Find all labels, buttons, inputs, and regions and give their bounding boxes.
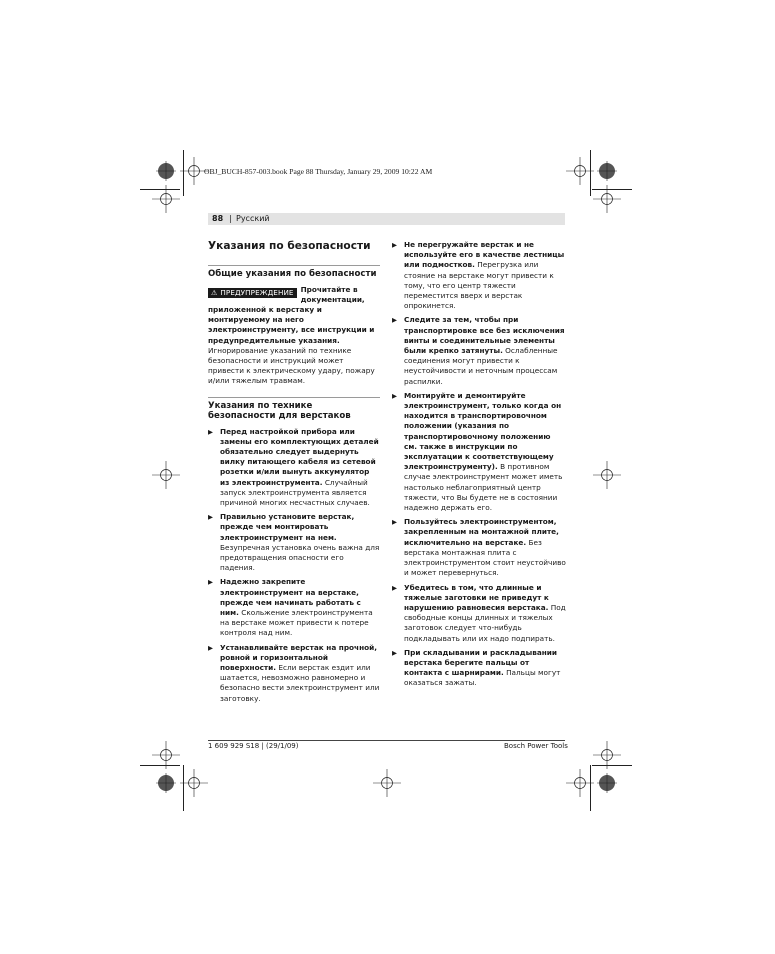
right-column: [392, 240, 566, 693]
bullet-arrow-icon: ▶: [392, 391, 397, 400]
trim-line: [183, 150, 184, 196]
bullet-arrow-icon: ▶: [208, 427, 213, 436]
safety-item-explanation: Случайный запуск электроинструмента является причиной многих несчастных случаев.: [220, 477, 370, 507]
registration-dot-icon: [151, 768, 181, 798]
bullet-arrow-icon: ▶: [392, 316, 397, 325]
safety-item-instruction: Перед настройкой прибора или замены его комплектующих деталей обязательно следует выдернуть вилку питающего кабеля из сетевой розетки и/или вынуть аккумулятор из электроинструмента.: [220, 426, 379, 487]
bullet-arrow-icon: ▶: [208, 578, 213, 587]
safety-item: [208, 512, 380, 573]
bullet-arrow-icon: ▶: [392, 583, 397, 592]
trim-line: [140, 189, 180, 190]
safety-item: [392, 391, 566, 513]
safety-item-instruction: Следите за тем, чтобы при транспортировке все без исключения винты и соединительные элементы были крепко затянуты.: [404, 315, 565, 356]
safety-item-explanation: Ослабленные соединения могут привести к неустойчивости и неточным процессам распилки.: [404, 346, 558, 386]
bullet-arrow-icon: ▶: [392, 648, 397, 657]
safety-item: [392, 583, 566, 644]
safety-list-left: [208, 427, 380, 704]
warning-instruction: Прочитайте в документации, приложенной к верстаку и монтируемому на него электроинструменту, все инструкции и предупредительные указания.: [208, 284, 375, 345]
bullet-arrow-icon: ▶: [392, 518, 397, 527]
workbench-heading: Указания по технике безопасности для верстаков: [208, 397, 380, 422]
registration-crosshair-icon: [151, 460, 181, 490]
safety-item: [208, 577, 380, 638]
warning-block: [208, 285, 380, 387]
main-title: Указания по безопасности: [208, 240, 371, 252]
page-number: 88: [212, 214, 224, 223]
safety-item-instruction: Не перегружайте верстак и не используйте его в качестве лестницы или подмостков.: [404, 240, 565, 270]
footer-doc-number: 1 609 929 S18 | (29/1/09): [208, 742, 299, 750]
bullet-arrow-icon: ▶: [208, 513, 213, 522]
safety-item-explanation: Под свободные концы длинных и тяжелых заготовок следует что-нибудь подкладывать или их надо подпирать.: [404, 602, 566, 643]
warning-text: Игнорирование указаний по технике безопасности и инструкций может привести к электрическому удару, пожару и/или тяжелым травмам.: [208, 345, 375, 386]
bullet-arrow-icon: ▶: [208, 643, 213, 652]
safety-item: [208, 643, 380, 704]
safety-item-explanation: Без верстака монтажная плита с электроинструментом стоит неустойчиво и может перевернуться.: [404, 537, 566, 578]
left-column: [208, 240, 380, 708]
registration-dot-icon: [151, 156, 181, 186]
safety-item-instruction: Правильно установите верстак, прежде чем монтировать электроинструмент на нем.: [220, 512, 355, 542]
safety-item-explanation: Скольжение электроинструмента на верстаке может привести к потере контроля над ним.: [220, 607, 373, 638]
book-info-line: OBJ_BUCH-857-003.book Page 88 Thursday, January 29, 2009 10:22 AM: [204, 167, 433, 176]
safety-item-explanation: В противном случае электроинструмент может иметь настолько неблагоприятный центр тяжести, что Вы будете не в состоянии надежно держать его.: [404, 462, 563, 513]
safety-item-instruction: При складывании и раскладывании верстака берегите пальцы от контакта с шарнирами.: [404, 647, 558, 678]
safety-item-instruction: Пользуйтесь электроинструментом, закрепленным на монтажной плите, исключительно на верстаке.: [404, 517, 559, 547]
safety-item-instruction: Надежно закрепите электроинструмент на верстаке, прежде чем начинать работать с ним.: [220, 577, 361, 617]
trim-line: [183, 765, 184, 811]
safety-item-explanation: Если верстак ездит или шатается, невозможно равномерно и безопасно вести электроинструмент или заготовку.: [220, 663, 380, 703]
warning-badge-label: ПРЕДУПРЕЖДЕНИЕ: [220, 287, 294, 297]
bullet-arrow-icon: ▶: [392, 241, 397, 249]
safety-item: [392, 517, 566, 578]
registration-crosshair-icon: [372, 768, 402, 798]
trim-line: [590, 150, 591, 196]
warning-icon: ⚠: [211, 288, 218, 297]
safety-item-explanation: Пальцы могут оказаться зажаты.: [404, 668, 561, 688]
safety-item-instruction: Убедитесь в том, что длинные и тяжелые заготовки не приведут к нарушению равновесия верстака.: [404, 582, 549, 612]
registration-dot-icon: [592, 156, 622, 186]
header-language: Русский: [236, 214, 270, 223]
safety-item-explanation: Безупречная установка очень важна для предотвращения опасности его падения.: [220, 542, 380, 573]
safety-item-instruction: Устанавливайте верстак на прочной, ровной и горизонтальной поверхности.: [220, 642, 378, 672]
trim-line: [140, 765, 180, 766]
safety-item: [392, 240, 566, 311]
trim-line: [592, 189, 632, 190]
safety-item-instruction: Монтируйте и демонтируйте электроинструмент, только когда он находится в транспортировочном положении (указания по транспортировочному положению см. также в инструкции по эксплуатации к соответствующему электроинструменту).: [404, 390, 562, 472]
header-separator: |: [229, 214, 232, 223]
safety-item-explanation: Перегрузка или стояние на верстаке могут привести к тому, что его центр тяжести переместится вверх и верстак опрокинется.: [404, 260, 554, 311]
registration-dot-icon: [592, 768, 622, 798]
general-heading: Общие указания по безопасности: [208, 265, 380, 280]
safety-item: [392, 315, 566, 386]
footer-rule: [208, 740, 565, 741]
safety-item: [392, 648, 566, 689]
trim-line: [592, 765, 632, 766]
safety-item: [208, 427, 380, 509]
warning-badge: [208, 288, 297, 298]
footer-brand: Bosch Power Tools: [504, 742, 568, 750]
registration-crosshair-icon: [592, 460, 622, 490]
trim-line: [590, 765, 591, 811]
safety-list-right: [392, 240, 566, 689]
